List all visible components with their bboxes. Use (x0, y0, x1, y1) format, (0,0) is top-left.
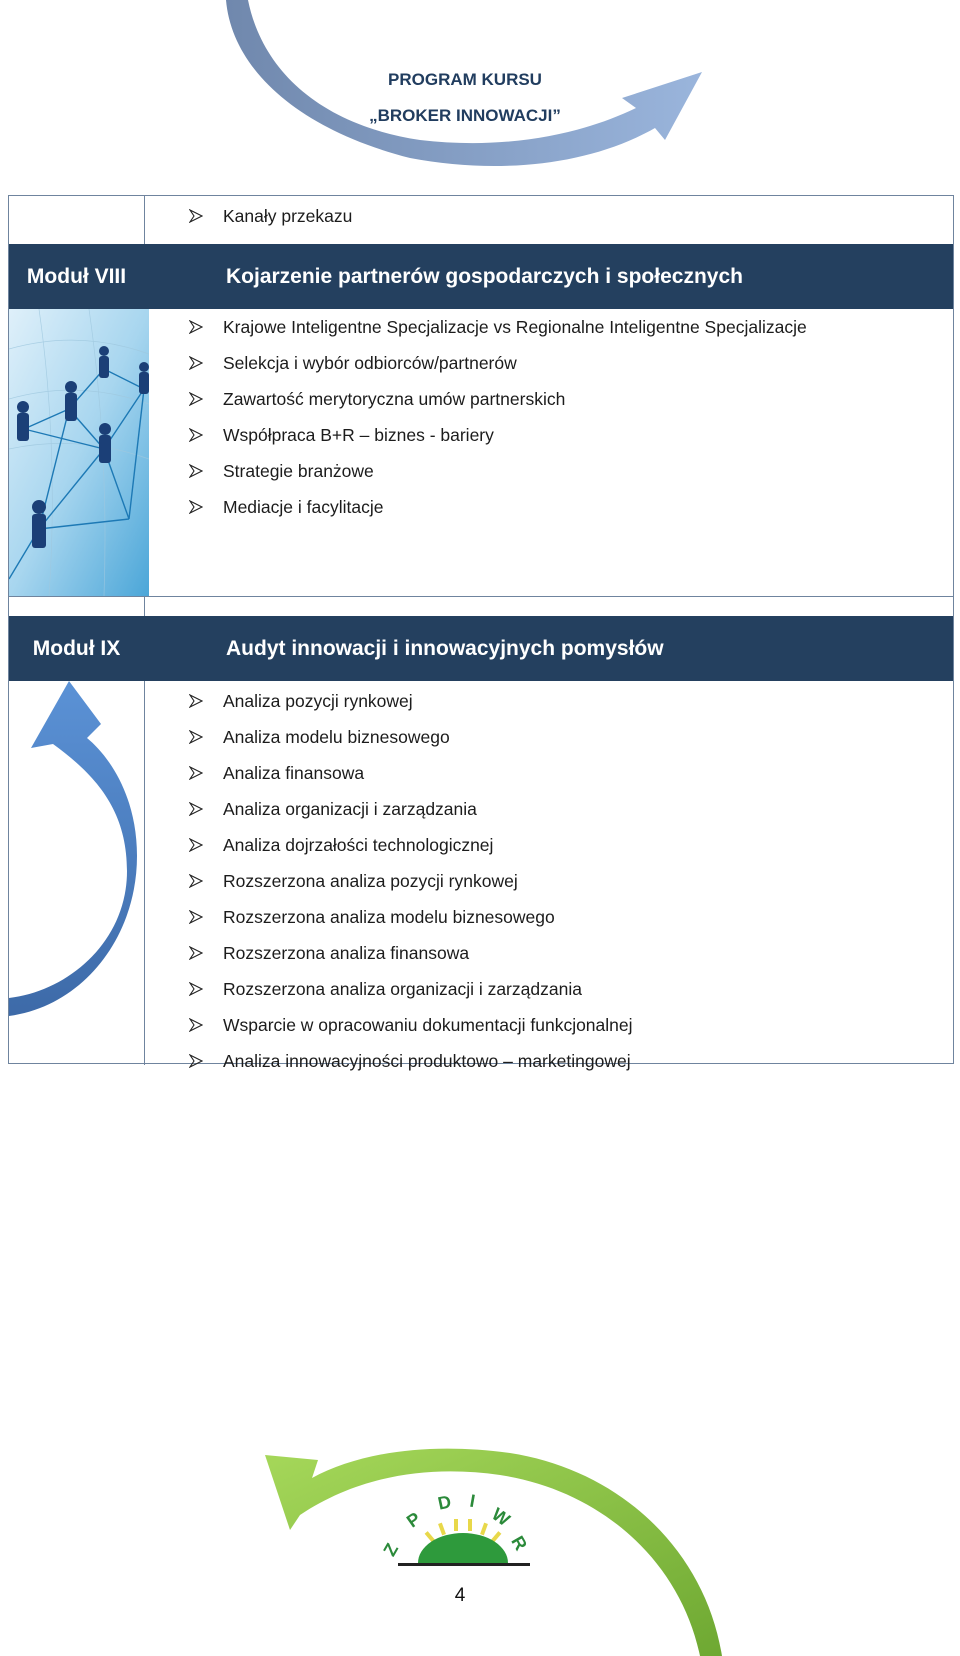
arrowhead-bullet-icon (189, 320, 223, 334)
zpdiwr-logo (378, 1485, 548, 1570)
list-item (189, 863, 633, 899)
module-9-label: Moduł IX (32, 636, 121, 660)
arrowhead-bullet-icon (189, 730, 223, 744)
list-item (189, 489, 807, 525)
list-item-text: Strategie branżowe (223, 461, 374, 481)
module-8-label: Moduł VIII (26, 264, 127, 288)
module-8-items (189, 309, 807, 525)
list-item (189, 309, 807, 345)
list-item (189, 827, 633, 863)
arrowhead-bullet-icon (189, 694, 223, 708)
arrowhead-bullet-icon (189, 1054, 223, 1068)
logo-letter: D (436, 1491, 453, 1514)
list-item (189, 971, 633, 1007)
list-item (189, 453, 807, 489)
list-item-text: Analiza pozycji rynkowej (223, 691, 413, 711)
list-item (189, 345, 807, 381)
network-people-image (9, 309, 149, 596)
curved-arrow-graphic (9, 676, 144, 1036)
logo-letter: Z (379, 1539, 403, 1560)
arrowhead-bullet-icon (189, 838, 223, 852)
arrowhead-bullet-icon (189, 946, 223, 960)
module-9-items (189, 683, 633, 1079)
list-item-text: Rozszerzona analiza organizacji i zarządzania (223, 979, 582, 999)
list-item (189, 417, 807, 453)
header-title-line2: „BROKER INNOWACJI” (369, 106, 561, 125)
header-title-line1: PROGRAM KURSU (388, 70, 542, 89)
course-program-table (8, 195, 954, 1071)
module-9-header (9, 616, 953, 681)
module-9-title: Audyt innowacji i innowacyjnych pomysłów (226, 636, 664, 660)
list-item-text: Rozszerzona analiza finansowa (223, 943, 470, 963)
list-item-text: Analiza modelu biznesowego (223, 727, 450, 747)
arrowhead-bullet-icon (189, 766, 223, 780)
list-item (189, 755, 633, 791)
logo-letter: R (507, 1532, 532, 1554)
logo-letter: I (468, 1490, 477, 1512)
header-arc-arrow-graphic (0, 0, 960, 180)
arrowhead-bullet-icon (189, 1018, 223, 1032)
arrowhead-bullet-icon (189, 874, 223, 888)
logo-letter: W (488, 1503, 514, 1531)
arrowhead-bullet-icon (189, 356, 223, 370)
list-item-text: Krajowe Inteligentne Specjalizacje vs Regionalne Inteligentne Specjalizacje (223, 317, 807, 337)
list-item (189, 381, 807, 417)
list-item-text: Analiza innowacyjności produktowo – marketingowej (223, 1051, 631, 1071)
list-item-text: Wsparcie w opracowaniu dokumentacji funkcjonalnej (223, 1015, 633, 1035)
list-item-text: Rozszerzona analiza modelu biznesowego (223, 907, 555, 927)
module-8-title: Kojarzenie partnerów gospodarczych i społecznych (226, 264, 743, 288)
list-item (189, 791, 633, 827)
arrowhead-bullet-icon (189, 982, 223, 996)
list-item (189, 1043, 633, 1079)
logo-letter: P (402, 1508, 425, 1532)
list-item-text: Współpraca B+R – biznes - bariery (223, 425, 494, 445)
list-item (189, 198, 352, 234)
page-number: 4 (454, 1585, 466, 1606)
arrowhead-bullet-icon (189, 209, 223, 223)
list-item (189, 683, 633, 719)
list-item-text: Analiza finansowa (223, 763, 365, 783)
list-item-text: Selekcja i wybór odbiorców/partnerów (223, 353, 517, 373)
list-item (189, 1007, 633, 1043)
list-item-text: Analiza organizacji i zarządzania (223, 799, 477, 819)
list-item-text: Analiza dojrzałości technologicznej (223, 835, 494, 855)
list-item-text: Kanały przekazu (223, 206, 353, 226)
arrowhead-bullet-icon (189, 392, 223, 406)
previous-module-items (189, 198, 352, 234)
list-item-text: Mediacje i facylitacje (223, 497, 384, 517)
list-item (189, 719, 633, 755)
list-item-text: Rozszerzona analiza pozycji rynkowej (223, 871, 518, 891)
arrowhead-bullet-icon (189, 428, 223, 442)
arrowhead-bullet-icon (189, 464, 223, 478)
list-item-text: Zawartość merytoryczna umów partnerskich (223, 389, 566, 409)
list-item (189, 899, 633, 935)
module-8-header (9, 244, 953, 309)
list-item (189, 935, 633, 971)
arrowhead-bullet-icon (189, 802, 223, 816)
arrowhead-bullet-icon (189, 910, 223, 924)
arrowhead-bullet-icon (189, 500, 223, 514)
